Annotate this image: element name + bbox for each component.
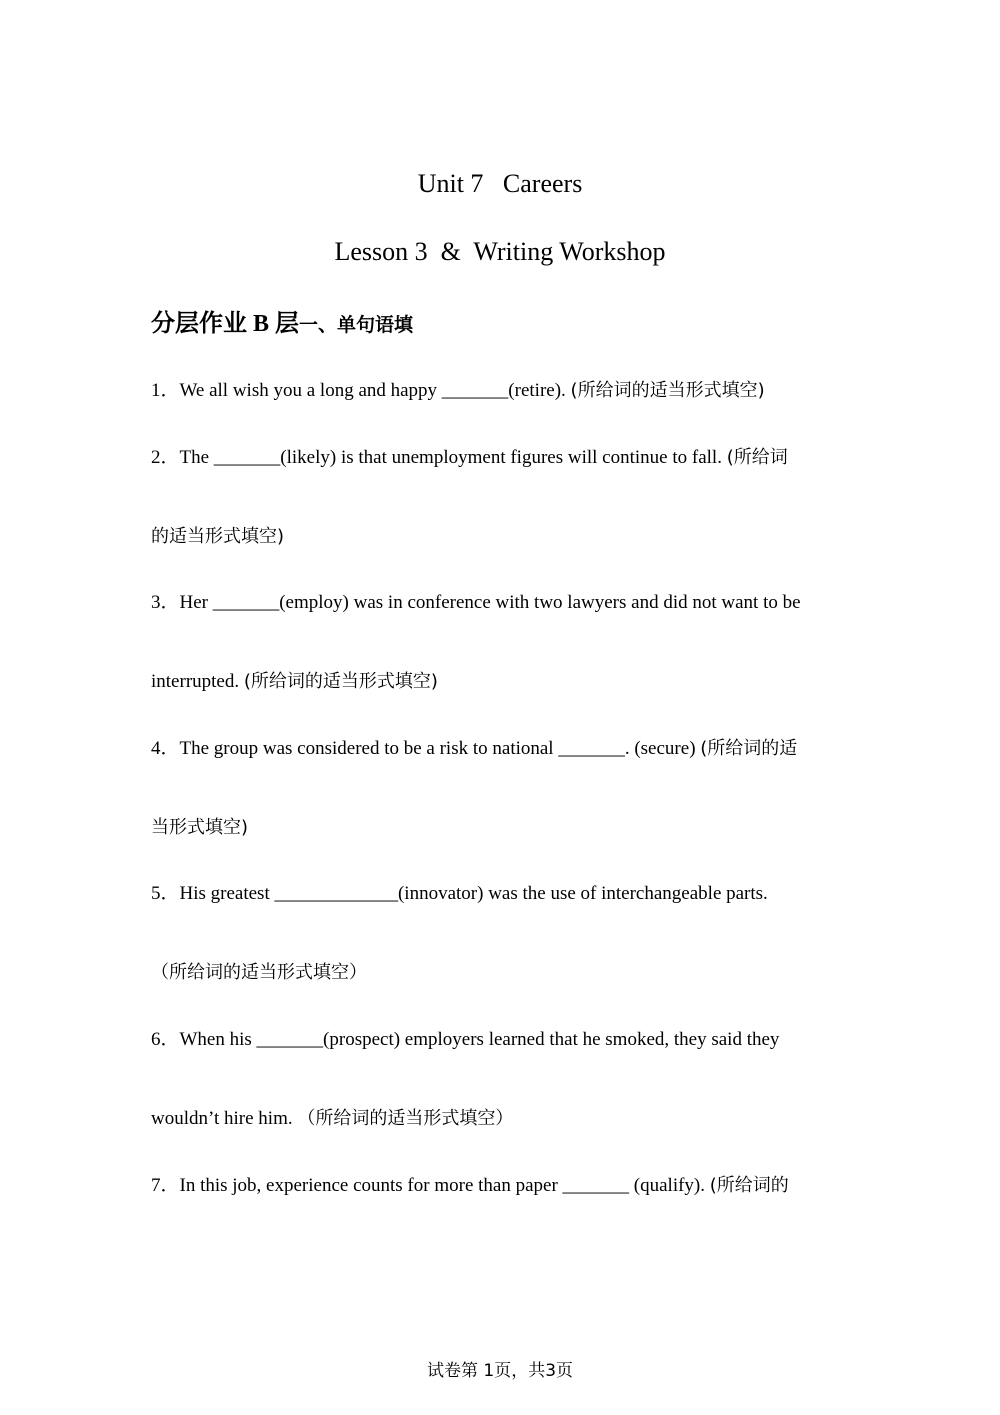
question-line bbox=[151, 816, 248, 840]
question-line bbox=[151, 737, 797, 761]
question-text: 3．Her _______(employ) was in conference with two lawyers and did not want to be bbox=[151, 592, 801, 613]
question-instruction: （所给词的适当形式填空） bbox=[297, 1108, 514, 1129]
question-instruction: (所给词 bbox=[726, 447, 788, 468]
question-line bbox=[151, 1107, 513, 1131]
question-line bbox=[151, 446, 788, 470]
question-line bbox=[151, 670, 438, 694]
question-line bbox=[151, 525, 284, 549]
page-footer: 试卷第 1页，共3页 bbox=[426, 1361, 574, 1381]
question-text: 2．The _______(likely) is that unemployment figures will continue to fall. bbox=[151, 447, 727, 468]
heading-latin: B bbox=[247, 311, 276, 337]
heading-part: 一、单句语填 bbox=[299, 314, 414, 336]
unit-title: Unit 7 Careers bbox=[417, 169, 583, 198]
question-instruction: (所给词的适当形式填空) bbox=[570, 380, 765, 401]
question-instruction: （所给词的适当形式填空） bbox=[151, 962, 367, 983]
question-instruction: 当形式填空) bbox=[151, 817, 249, 838]
question-line bbox=[151, 882, 768, 906]
question-text: 1．We all wish you a long and happy _______(retire). bbox=[151, 380, 571, 401]
lesson-title: Lesson 3 & Writing Workshop bbox=[334, 237, 666, 266]
question-text: interrupted. bbox=[151, 671, 244, 692]
question-instruction: (所给词的 bbox=[709, 1175, 789, 1196]
heading-layer: 层 bbox=[275, 309, 300, 337]
question-line bbox=[151, 379, 765, 403]
question-line bbox=[151, 961, 367, 985]
question-instruction: 的适当形式填空) bbox=[151, 526, 285, 547]
question-text: 5．His greatest _____________(innovator) was the use of interchangeable parts. bbox=[151, 883, 768, 904]
question-text: 7．In this job, experience counts for more than paper _______ (qualify). bbox=[151, 1175, 710, 1196]
question-line bbox=[151, 1028, 779, 1052]
question-instruction: (所给词的适当形式填空) bbox=[243, 671, 438, 692]
question-text: 4．The group was considered to be a risk to national _______. (secure) bbox=[151, 738, 701, 759]
question-text: wouldn’t hire him. bbox=[151, 1108, 298, 1129]
question-line bbox=[151, 591, 801, 615]
question-text: 6．When his _______(prospect) employers learned that he smoked, they said they bbox=[151, 1029, 780, 1050]
question-instruction: (所给词的适 bbox=[700, 738, 798, 759]
question-line bbox=[151, 1174, 789, 1198]
section-heading bbox=[151, 303, 413, 338]
heading-prefix: 分层作业 bbox=[151, 309, 247, 337]
